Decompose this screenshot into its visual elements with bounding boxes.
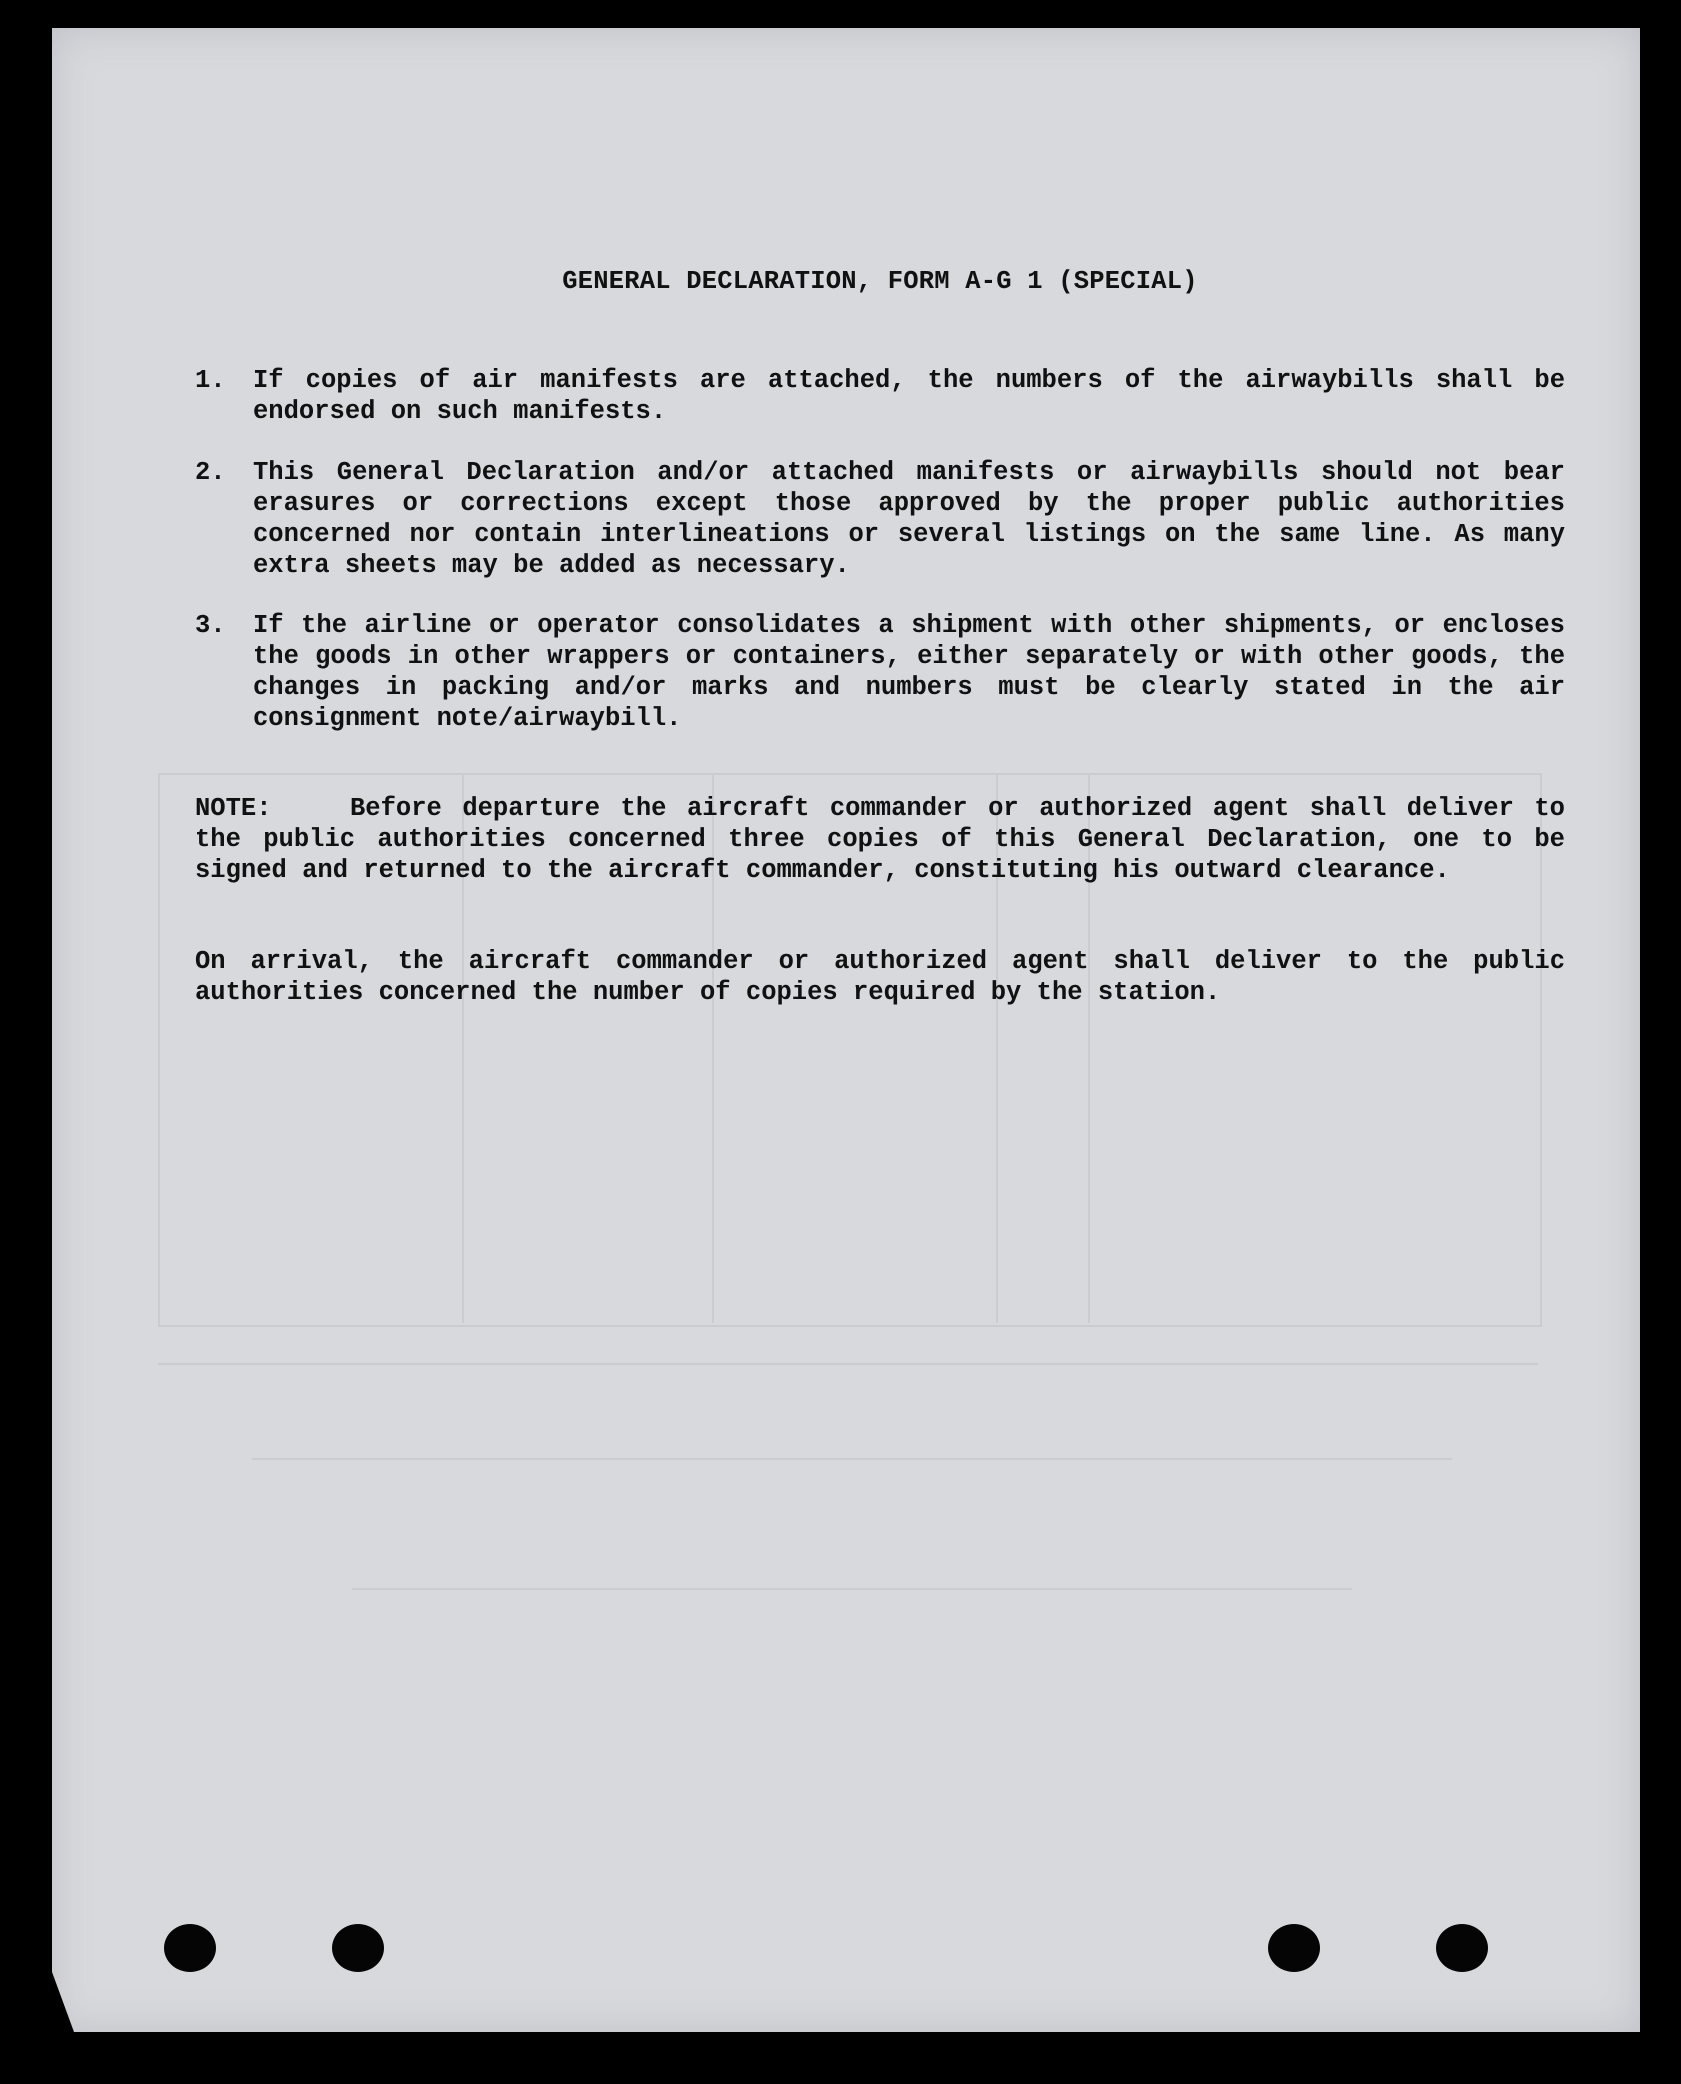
- punch-hole: [164, 1924, 216, 1972]
- list-item-1: [195, 365, 1565, 427]
- note-label: NOTE:: [195, 794, 272, 823]
- list-item-number: 3.: [195, 611, 226, 640]
- list-item-number: 1.: [195, 366, 226, 395]
- list-item-text: If copies of air manifests are attached, the numbers of the airwaybills shall be endorsed on such manifests.: [253, 366, 1565, 426]
- bleed-through-rule: [352, 1588, 1352, 1590]
- list-item-text: This General Declaration and/or attached manifests or airwaybills should not bear erasures or corrections except those approved by the proper public authorities concerned nor contain interlineations or several listings on the same line. As many extra sheets may be added as necessary.: [253, 458, 1565, 580]
- bleed-through-rule: [252, 1458, 1452, 1460]
- bleed-through-rule: [158, 1363, 1538, 1365]
- punch-hole: [1436, 1924, 1488, 1972]
- document-page: [52, 28, 1640, 2032]
- list-item-text: If the airline or operator consolidates a shipment with other shipments, or encloses the goods in other wrappers or containers, either separately or with other goods, the changes in packing and/or marks and numbers must be clearly stated in the air consignment note/airwaybill.: [253, 611, 1565, 733]
- arrival-paragraph: [195, 946, 1565, 1008]
- punch-hole: [1268, 1924, 1320, 1972]
- list-item-number: 2.: [195, 458, 226, 487]
- note-text: Before departure the aircraft commander or authorized agent shall deliver to the public authorities concerned three copies of this General Declaration, one to be signed and returned to the aircraft commander, constituting his outward clearance.: [195, 794, 1565, 885]
- list-item-2: [195, 457, 1565, 581]
- note-paragraph: [195, 793, 1565, 886]
- punch-hole: [332, 1924, 384, 1972]
- arrival-text: On arrival, the aircraft commander or authorized agent shall deliver to the public authorities concerned the number of copies required by the station.: [195, 947, 1565, 1007]
- list-item-3: [195, 610, 1565, 734]
- clipped-corner: [52, 1972, 74, 2032]
- page-title: GENERAL DECLARATION, FORM A-G 1 (SPECIAL): [562, 267, 1198, 296]
